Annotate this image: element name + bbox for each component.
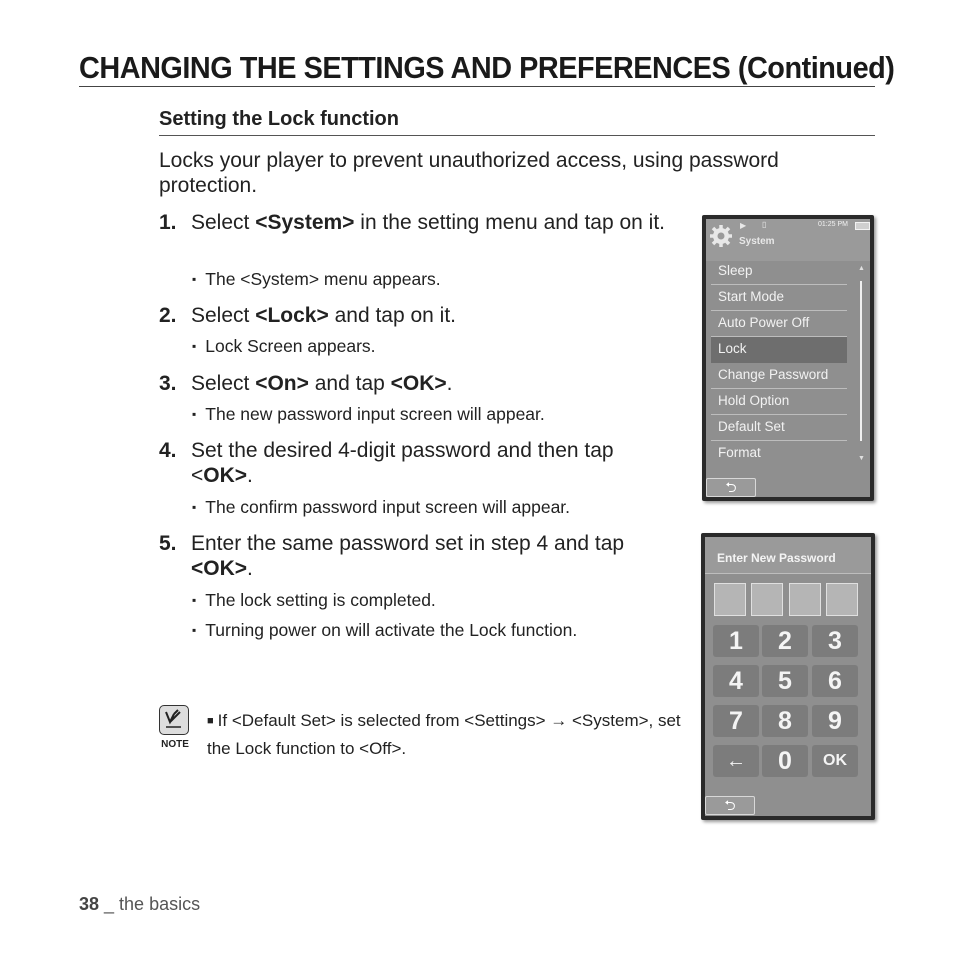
backspace-key[interactable]: ← — [713, 745, 759, 777]
note-text-content: If <Default Set> is selected from <Settings> → <System>, set the Lock function to <Off>. — [207, 711, 681, 758]
step-number: 5. — [159, 532, 177, 555]
step-bold: <System> — [255, 211, 355, 234]
step-number: 3. — [159, 372, 177, 395]
play-icon: ▶ — [740, 221, 747, 230]
page-title: CHANGING THE SETTINGS AND PREFERENCES (Continued) — [79, 50, 895, 85]
key-7[interactable]: 7 — [713, 705, 759, 737]
battery-icon — [855, 222, 870, 230]
menu-item-start-mode[interactable]: Start Mode — [711, 285, 847, 311]
key-5[interactable]: 5 — [762, 665, 808, 697]
footer-text: _ the basics — [99, 894, 201, 914]
section-title: Setting the Lock function — [159, 108, 399, 130]
back-arrow-icon: ⮌ — [724, 797, 736, 813]
menu-item-hold-option[interactable]: Hold Option — [711, 389, 847, 415]
title-divider — [79, 86, 875, 87]
password-digit-box[interactable] — [789, 583, 821, 616]
step-text: Select — [191, 304, 256, 327]
step-2 — [159, 303, 679, 328]
menu-item-default-set[interactable]: Default Set — [711, 415, 847, 441]
key-9[interactable]: 9 — [812, 705, 858, 737]
step-bold: <Lock> — [255, 304, 329, 327]
section-divider — [159, 135, 875, 136]
ok-key[interactable]: OK — [812, 745, 858, 777]
step-2-bullet: ▪ Lock Screen appears. — [192, 335, 376, 359]
menu-item-change-password[interactable]: Change Password — [711, 363, 847, 389]
step-5-bullet: ▪ The lock setting is completed. — [192, 589, 436, 613]
screen-title: System — [739, 236, 775, 247]
step-text: . — [446, 372, 453, 395]
step-3-bullet: ▪ The new password input screen will appear. — [192, 403, 545, 427]
intro-text: Locks your player to prevent unauthorized access, using password protection. — [159, 149, 779, 197]
key-4[interactable]: 4 — [713, 665, 759, 697]
key-8[interactable]: 8 — [762, 705, 808, 737]
step-text: Enter the same password set in step 4 and tap — [191, 532, 625, 555]
page-number: 38 — [79, 894, 100, 914]
key-2[interactable]: 2 — [762, 625, 808, 657]
step-text: in the setting menu and tap on it. — [354, 211, 665, 234]
password-screenshot — [701, 533, 875, 820]
password-digit-box[interactable] — [751, 583, 783, 616]
back-button[interactable] — [706, 478, 756, 497]
step-bold: OK> — [203, 464, 248, 487]
note-text: ■ If <Default Set> is selected from <Settings> → <System>, set the Lock function to <Off>. — [207, 711, 681, 758]
step-3 — [159, 371, 679, 396]
key-3[interactable]: 3 — [812, 625, 858, 657]
step-text: Select — [191, 211, 256, 234]
system-menu-screenshot — [702, 215, 874, 501]
step-text: Select — [191, 372, 256, 395]
step-number: 4. — [159, 439, 177, 462]
menu-item-auto-power-off[interactable]: Auto Power Off — [711, 311, 847, 337]
menu-item-format[interactable]: Format — [718, 445, 761, 460]
step-bold: <OK> — [191, 557, 248, 580]
scroll-down-icon[interactable]: ▼ — [858, 455, 865, 462]
key-1[interactable]: 1 — [713, 625, 759, 657]
step-number: 2. — [159, 304, 177, 327]
back-button[interactable] — [705, 796, 755, 815]
step-text: and tap on it. — [328, 304, 457, 327]
lock-status-icon: ▯ — [762, 220, 767, 229]
password-digit-box[interactable] — [714, 583, 746, 616]
key-6[interactable]: 6 — [812, 665, 858, 697]
menu-item-sleep[interactable]: Sleep — [711, 259, 847, 285]
password-digit-box[interactable] — [826, 583, 858, 616]
step-1-bullet: ▪ The <System> menu appears. — [192, 268, 441, 292]
page-footer — [79, 894, 200, 915]
note-icon — [159, 705, 189, 735]
scrollbar[interactable] — [860, 281, 862, 441]
step-text: and tap — [308, 372, 391, 395]
step-5 — [159, 531, 669, 581]
password-title: Enter New Password — [717, 551, 836, 565]
status-bar — [706, 219, 870, 261]
password-header — [705, 537, 871, 574]
back-arrow-icon: ⮌ — [725, 479, 737, 495]
clock: 01:25 PM — [818, 221, 848, 228]
note-label: NOTE — [161, 739, 189, 750]
step-1 — [159, 210, 679, 235]
step-text: Set the desired 4-digit password and then tap < — [191, 439, 614, 487]
scroll-up-icon[interactable]: ▲ — [858, 265, 865, 272]
gear-icon — [709, 224, 733, 248]
step-bold: <OK> — [390, 372, 447, 395]
menu-item-lock[interactable]: Lock — [711, 337, 847, 363]
step-number: 1. — [159, 211, 177, 234]
step-4 — [159, 438, 659, 488]
step-4-bullet: ▪ The confirm password input screen will appear. — [192, 496, 570, 520]
step-5-bullet: ▪ Turning power on will activate the Lock function. — [192, 619, 577, 643]
key-0[interactable]: 0 — [762, 745, 808, 777]
step-text: . — [247, 464, 253, 487]
step-bold: <On> — [255, 372, 309, 395]
step-text: . — [247, 557, 253, 580]
